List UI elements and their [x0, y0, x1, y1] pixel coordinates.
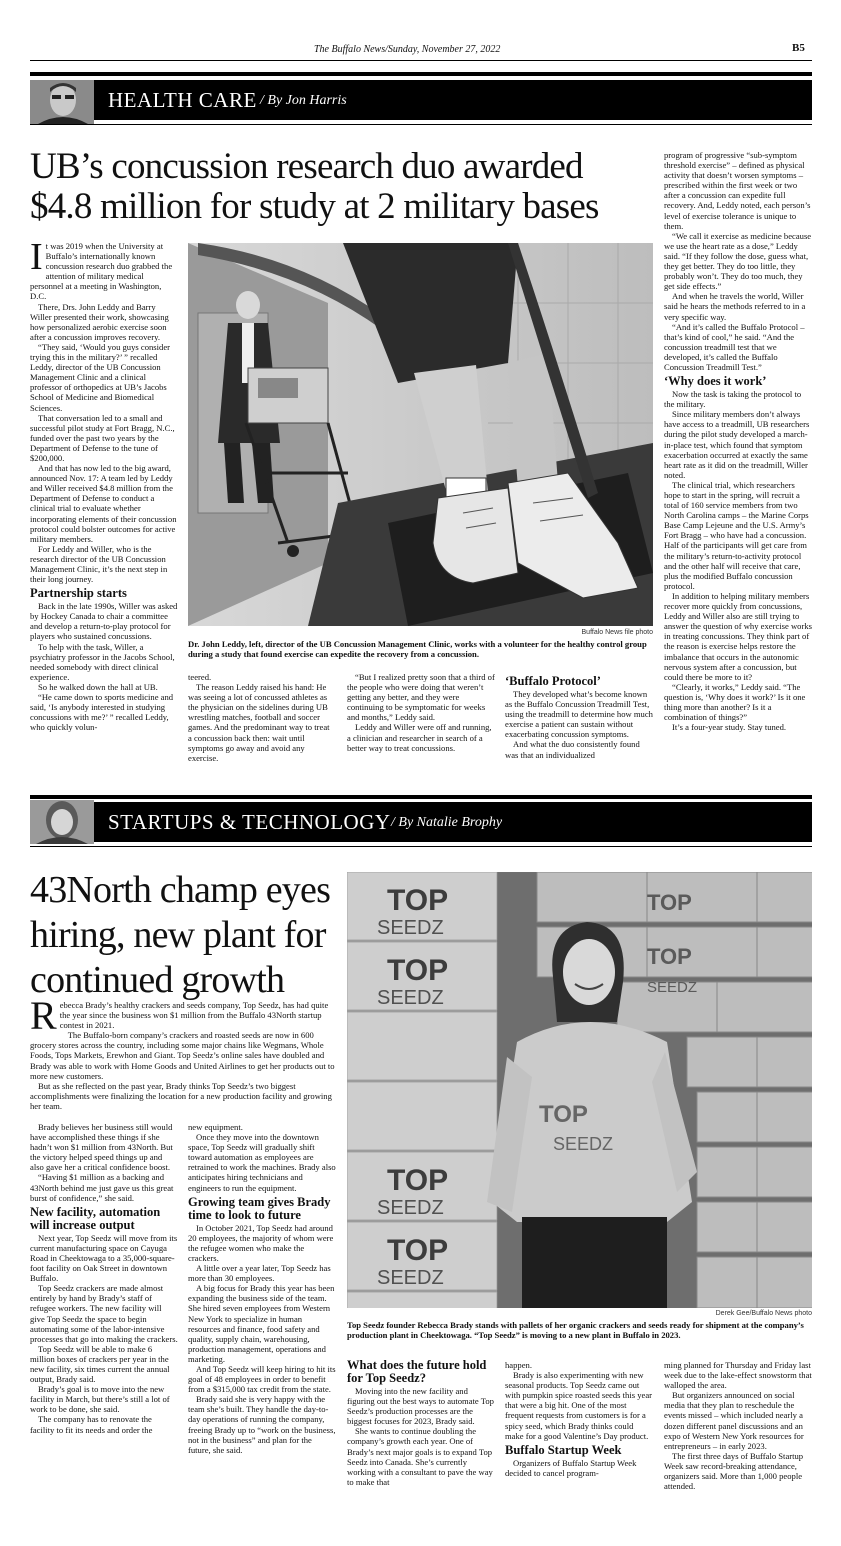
paragraph: Brady believes her business still would have accomplished these things if she hadn’t won $1 million from 43North. But the victory helped speed things up and also gave her a critical confidence boost.: [30, 1122, 173, 1173]
photo-credit: Derek Gee/Buffalo News photo: [715, 1310, 812, 1317]
headline-line: hiring, new plant for: [30, 914, 326, 956]
banner-bottom-rule: [30, 124, 812, 125]
paragraph: It’s a four-year study. Stay tuned.: [672, 722, 787, 733]
drop-cap: R: [30, 993, 57, 1038]
section-rule: [30, 72, 812, 76]
paragraph: Brady is also experimenting with new seasonal products. Top Seedz came out with pumpkin spice roasted seeds this year that were a big hit. One of the most frequent requests from customers is for a spicy seed, which Brady thinks could make for a good Valentine’s Day product.: [505, 1370, 653, 1441]
health-column-3: [347, 672, 495, 753]
paragraph: “But I realized pretty soon that a third of the people who were doing that weren’t getting any better, and they were continuing to be symptomatic for weeks and months,” Leddy said.: [347, 672, 495, 723]
paragraph: For Leddy and Willer, who is the research director of the UB Concussion Management Clinic, it’s the next step in their long journey.: [30, 543, 168, 585]
paragraph: “They said, ‘Would you guys consider trying this in the military?’ ” recalled Leddy, director of the UB Concussion Management Clinic and a clinical professor of orthopedics at UB’s Jacobs School of Medicine and Biomedical Sciences.: [30, 341, 171, 413]
drop-cap: I: [30, 236, 43, 278]
tech-column-2: [188, 1122, 336, 1455]
paragraph: Moving into the new facility and figuring out the best ways to automate Top Seedz’s production processes are the biggest focuses for 2023, Brady said.: [347, 1386, 494, 1427]
health-section-banner: [30, 80, 812, 120]
headline-line: UB’s concussion research duo awarded: [30, 146, 583, 187]
section-byline: / By Natalie Brophy: [391, 815, 503, 830]
paragraph: “Having $1 million as a backing and 43North behind me just gave us this great burst of confidence,” she said.: [30, 1172, 174, 1203]
paragraph: In October 2021, Top Seedz had around 20 employees, the majority of whom were the refugee women who make the crackers.: [188, 1222, 334, 1263]
tech-column-3: [347, 1356, 495, 1487]
paragraph: Once they move into the downtown space, Top Seedz will gradually shift toward automation as employees are retrained to work the machines. Brady also anticipates hiring technicians and engineers to run the equipment.: [188, 1132, 336, 1193]
paragraph: Organizers of Buffalo Startup Week decided to cancel program-: [505, 1457, 637, 1478]
box-brand-text: TOP: [387, 884, 449, 917]
section-rule: [30, 795, 812, 799]
tech-column-4: [505, 1360, 653, 1478]
paragraph: ebecca Brady’s healthy crackers and seeds company, Top Seedz, has had quite the year since the business won $1 million from the Buffalo 43North startup contest in 2021.: [59, 1000, 329, 1031]
box-brand-text: SEEDZ: [377, 1197, 444, 1219]
box-brand-text: TOP: [387, 1164, 449, 1197]
subhead: Buffalo Startup Week: [505, 1442, 622, 1457]
paragraph: Leddy and Willer were off and running, a clinician and researcher in search of a better way to treat concussions.: [347, 722, 492, 753]
section-byline: / By Jon Harris: [260, 93, 347, 108]
top-rule: [30, 60, 812, 61]
paragraph: And when he travels the world, Willer said he hears the methods referred to in a very specific way.: [664, 291, 806, 322]
author-mugshot-jon-harris: [30, 80, 94, 124]
paragraph: But as she reflected on the past year, Brady thinks Top Seedz’s two biggest accomplishments were finalizing the location for a new production facility and growing her team.: [30, 1080, 332, 1111]
health-column-5: [664, 150, 812, 732]
folio-date: The Buffalo News/Sunday, November 27, 2022: [314, 44, 501, 55]
paragraph: Since military members don’t always have access to a treadmill, UB researchers during the pilot study developed a march-in-place test, which found that symptom exacerbation occurred at exactly the same heart rate as it did on the treadmill, Willer noted.: [664, 409, 810, 480]
paragraph: Next year, Top Seedz will move from its current manufacturing space on Cayuga Road in Cheektowaga to a 35,000-square-foot facility on Oak Street in downtown Buffalo.: [30, 1232, 178, 1284]
paragraph: ming planned for Thursday and Friday last week due to the lake-effect snowstorm that walloped the area.: [664, 1360, 812, 1391]
hoodie-logo-text: TOP: [539, 1101, 588, 1128]
subhead: ‘Buffalo Protocol’: [505, 674, 601, 688]
tech-headline: [30, 868, 340, 1003]
paragraph: The first three days of Buffalo Startup Week saw record-breaking attendance, organizers said. More than 1,000 people attended.: [664, 1450, 804, 1492]
health-column-2: [188, 672, 334, 763]
paragraph: She wants to continue doubling the company’s growth each year. One of Brady’s next major goals is to expand Top Seedz into Canada. She’s currently working with a consultant to pave the way to make that: [347, 1426, 493, 1487]
banner-bottom-rule: [30, 846, 812, 847]
paragraph: The Buffalo-born company’s crackers and roasted seeds are now in 600 grocery stores across the country, including some major chains like Wegmans, Whole Foods, Tops Markets, Erewhon and Giant. Top Seedz’s online sales have doubled and Brady was able to work with Home Goods and United Airlines to get her products out to more new customers.: [30, 1030, 335, 1081]
paragraph: “Clearly, it works,” Leddy said. “The question is, ‘Why does it work?’ Is it one thing more than another? Is it a combination of things?”: [664, 681, 806, 723]
subhead: New facility, automation will increase output: [30, 1204, 161, 1232]
paragraph: They developed what’s become known as the Buffalo Concussion Treadmill Test, using the treadmill to determine how much exercise a patient can sustain without exacerbating concussion symptoms.: [505, 689, 653, 740]
paragraph: And Top Seedz will keep hiring to hit its goal of 48 employees in order to benefit from a $315,000 tax credit from the state.: [188, 1363, 336, 1395]
author-mugshot-natalie-brophy: [30, 800, 94, 844]
page-folio: [0, 42, 841, 60]
subhead: What does the future hold for Top Seedz?: [347, 1358, 487, 1385]
paragraph: Top Seedz will be able to make 6 million boxes of crackers per year in the new facility, six times current the annual output, Brady said.: [30, 1343, 170, 1385]
box-brand-text: TOP: [647, 944, 692, 969]
box-brand-text: SEEDZ: [377, 987, 444, 1009]
paragraph: And what the duo consistently found was that an individualized: [505, 739, 640, 760]
subhead: Partnership starts: [30, 586, 127, 601]
photo-credit: Buffalo News file photo: [581, 629, 653, 636]
paragraph: To help with the task, Willer, a psychiatry professor in the Jacobs School, needed somebody with direct clinical experience.: [30, 641, 175, 682]
hoodie-logo-text: SEEDZ: [553, 1134, 614, 1154]
paragraph: “He came down to sports medicine and said, ‘Is anybody interested in studying concussions with me?’ ” recalled Leddy, who quickly volun-: [30, 692, 174, 733]
paragraph: That conversation led to a small and successful pilot study at Fort Bragg, N.C., funded over the past two years by the Department of Defense to the tune of $200,000.: [30, 412, 175, 463]
health-column-4: [505, 672, 653, 760]
photo-caption: Top Seedz founder Rebecca Brady stands with pallets of her organic crackers and seeds ready for shipment at the company’s production plant in Cheektowaga. “Top Seedz” is moving to a new plant in Buffalo in 2023.: [347, 1320, 804, 1340]
tech-section-banner: [30, 802, 812, 842]
treadmill-photo: [188, 243, 653, 626]
paragraph: The reason Leddy raised his hand: He was seeing a lot of concussed athletes as the physician on the sidelines during UB wrestling matches, football and soccer games. And the predominant way to treat a concussion back then: wait until symptoms go away and avoid any exercise.: [188, 682, 330, 763]
health-headline: [30, 147, 655, 227]
subhead: Growing team gives Brady time to look to future: [188, 1194, 331, 1222]
paragraph: new equipment.: [188, 1122, 243, 1132]
paragraph: Top Seedz crackers are made almost entirely by hand by Brady’s staff of refugee workers. The new facility will give Top Seedz the space to begin automating some of the labor-intensive processes that go into making the crackers.: [30, 1283, 178, 1344]
paragraph: t was 2019 when the University at Buffalo’s internationally known concussion research duo grabbed the attention of military medical personnel at a meeting in Washington, D.C.: [30, 241, 173, 302]
paragraph: teered.: [188, 672, 212, 682]
paragraph: Now the task is taking the protocol to the military.: [664, 389, 802, 410]
photo-caption: Dr. John Leddy, left, director of the UB Concussion Management Clinic, works with a volunteer for the healthy control group during a study that found exercise can expedite the recovery from a concussion.: [188, 639, 647, 659]
paragraph: And that has now led to the big award, announced Nov. 17: A team led by Leddy and Willer received $4.8 million from the Department of Defense to conduct a clinical trial to evaluate whether incorporating elements of their concussion protocol could bolster outcomes for active military members.: [30, 463, 177, 544]
paragraph: There, Drs. John Leddy and Barry Willer presented their work, showcasing how personalized aerobic exercise soon after a concussion improves recovery.: [30, 301, 169, 342]
paragraph: So he walked down the hall at UB.: [38, 681, 158, 692]
section-title: HEALTH CARE: [108, 88, 257, 112]
health-column-1: [30, 236, 178, 733]
tech-lead: [30, 993, 337, 1111]
paragraph: But organizers announced on social media that they plan to reschedule the events missed – which included nearly a dozen different panel discussions and an expo of Western New York resources for entrepreneurs – in early 2023.: [664, 1390, 804, 1451]
headline-line: $4.8 million for study at 2 military bases: [30, 186, 599, 227]
paragraph: program of progressive “sub-symptom threshold exercise” – defined as physical activity that doesn’t worsen symptoms – prescribed within the first week or two after a concussion can expedite full recovery. And, Leddy noted, each person’s level of exercise tolerance is unique to them.: [664, 150, 811, 231]
paragraph: Brady’s goal is to move into the new facility in March, but there’s still a lot of work to be done, she said.: [30, 1384, 170, 1415]
top-seedz-photo: [347, 872, 812, 1308]
headline-line: 43North champ eyes: [30, 869, 331, 911]
headline-line: continued growth: [30, 959, 285, 1001]
tech-column-5: [664, 1360, 812, 1491]
box-brand-text: SEEDZ: [647, 979, 698, 996]
paragraph: The clinical trial, which researchers hope to start in the spring, will recruit a total of 160 service members from two North Carolina camps – the Marine Corps Base Camp Lejeune and the U.S. Army’s Fort Bragg – who have had a concussion. Half of the participants will get care from the military’s return-to-activity protocol and the other half will receive that care, plus the modified Buffalo concussion protocol.: [664, 479, 809, 591]
paragraph: In addition to helping military members recover more quickly from concussions, Leddy and Willer also are still trying to answer the question of why exercise works in treating concussions. They think part of the reason is exercise helps restore the imbalance that occurs in the autonomic nervous system after a concussion, but could there be more to it?: [664, 590, 812, 682]
box-brand-text: TOP: [387, 1234, 449, 1267]
subhead: ‘Why does it work’: [664, 374, 767, 389]
box-brand-text: TOP: [387, 954, 449, 987]
paragraph: happen.: [505, 1360, 532, 1370]
paragraph: Brady said she is very happy with the team she’s built. They handle the day-to-day operations of running the company, freeing Brady up to “work on the business, not in the business” and plan for the future, she said.: [188, 1394, 336, 1455]
paragraph: The company has to renovate the facility to fit its needs and order the: [30, 1414, 153, 1435]
paragraph: Back in the late 1990s, Willer was asked by Hockey Canada to chair a committee and develop a return-to-play protocol for players who sustained concussions.: [30, 601, 178, 642]
tech-column-1: [30, 1122, 178, 1435]
paragraph: A big focus for Brady this year has been expanding the business side of the team. She hired seven employees from Western New York to specialize in human resources and finance, food safety and quality, supply chain, warehousing, production management, operations and marketing.: [188, 1283, 335, 1364]
paragraph: A little over a year later, Top Seedz has more than 30 employees.: [188, 1263, 331, 1284]
box-brand-text: SEEDZ: [377, 1267, 444, 1289]
box-brand-text: TOP: [647, 890, 692, 915]
paragraph: “And it’s called the Buffalo Protocol – that’s kind of cool,” he said. “And the concussion treadmill test that we developed, it’s called the Buffalo Concussion Treadmill Test.”: [664, 321, 805, 372]
box-brand-text: SEEDZ: [377, 917, 444, 939]
paragraph: “We call it exercise as medicine because we use the heart rate as a dose,” Leddy said. “If they follow the dose, guess what, they get better. They do too little, they probably won’t. They do too much, they get side effects.”: [664, 230, 812, 292]
section-title: STARTUPS & TECHNOLOGY: [108, 810, 391, 834]
page-number: B5: [792, 42, 805, 54]
